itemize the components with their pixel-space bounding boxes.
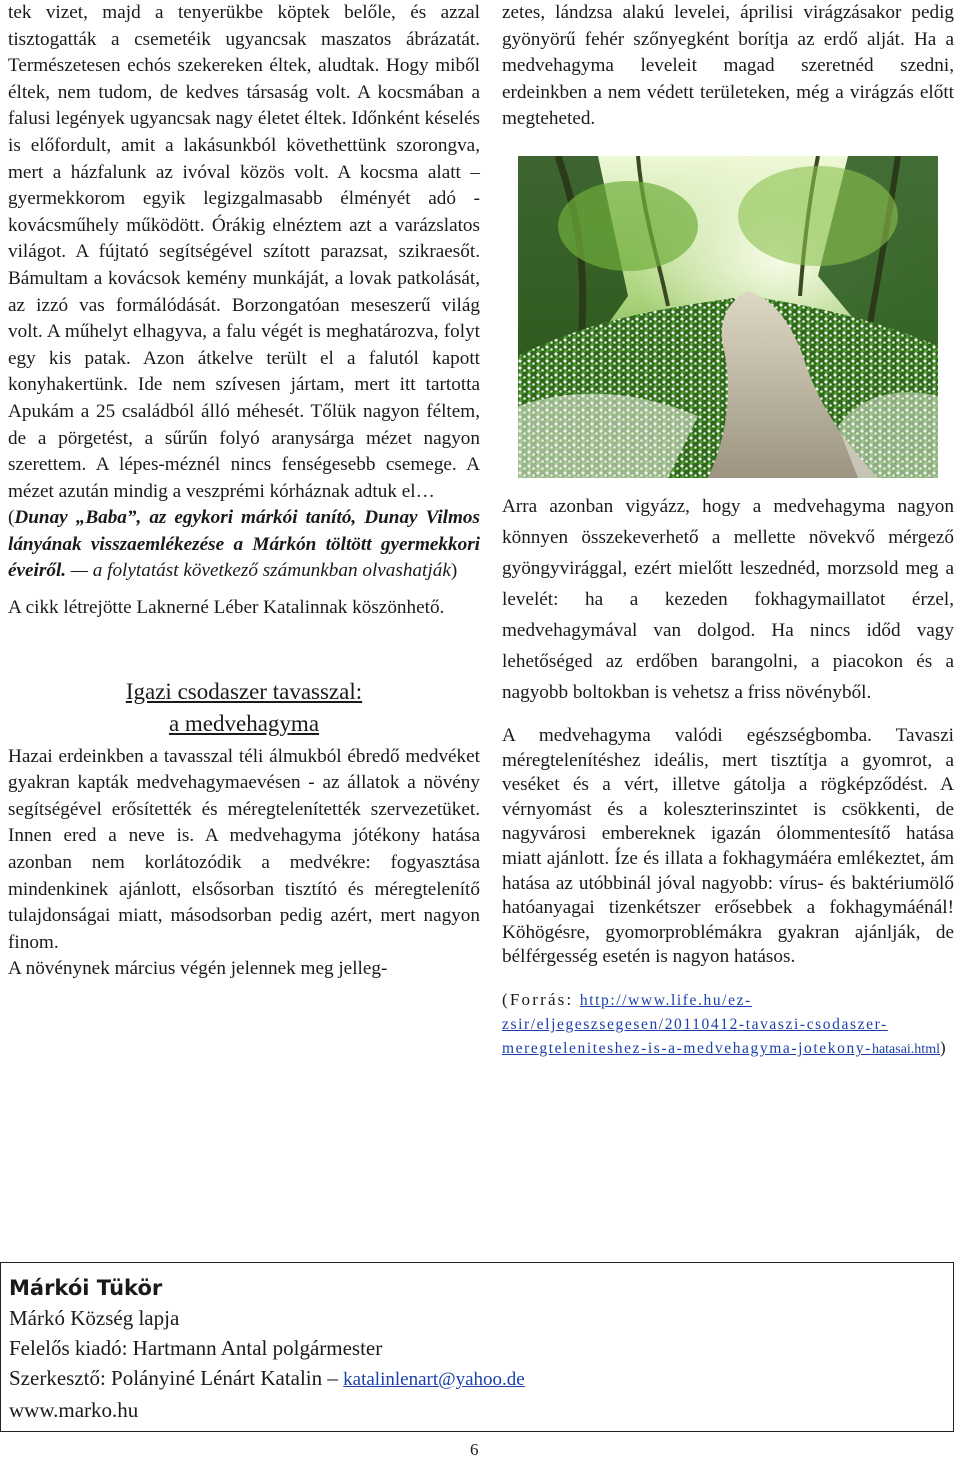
citation-close: ) [450, 560, 458, 582]
left-column [8, 0, 480, 983]
spacer [502, 970, 954, 988]
memoir-paragraph: tek vizet, majd a tenyerükbe köptek belőle, és azzal tisztogatták a csemetéik ugyancsak maszatos ábrázatát. Természetesen echós szekereken éltek, aludtak. Hogy miből éltek, nem tudom, de kedves társaság volt. A kocsmában a falusi legények ugyancsak nagy életet éltek. Időnként késelés is előfordult, amit a lakásunkból követhettünk szorongva, mert a házfalunk az ivóval közös volt. A kocsma alatt – gyermekkorom egyik legizgalmasabb élményét adó - kovácsműhely működött. Órákig elnéztem azt a varázslatos világot. A fújtató segítségével szított parazsat, szikraesőt. Bámultam a kovácsok kemény munkáját, a lovak patkolását, az izzó vas formálódását. Borzongatóan meseszerű világ volt. A műhelyt elhagyva, a falu végét is meghatározva, folyt egy kis patak. Azon átkelve terült el a falutól kapott konyhakertünk. Ide nem szívesen jártam, mert itt tartotta Apukám a 25 családból álló méhesét. Tőlük nagyon féltem, de a pörgetést, a sűrűn folyó aranysárga mézet nagyon szerettem. A lépes-méznél nincs fenségesebb csemege. A mézet azután mindig a veszprémi kórháznak adtuk el… [8, 2, 480, 502]
source-close: ) [939, 1037, 948, 1057]
website-line: www.marko.hu [9, 1398, 139, 1422]
spacer [502, 708, 954, 724]
editor-email-link[interactable]: katalinlenart@yahoo.de [343, 1369, 525, 1390]
article-paragraph: Hazai erdeinkben a tavasszal téli álmukból ébredő medvéket gyakran kapták medvehagymaevésen - az állatok a növény segítségével erősítették és méregtelenítették szervezetüket. Innen ered a neve is. A medvehagyma jótékony hatása azonban nem korlátozódik a medvékre: fogyasztása mindenkinek ajánlott, elsősorban tisztító és méregtelenítő tulajdonságai miatt, másodsorban pedig azért, mert nagyon finom. [8, 745, 480, 953]
warning-paragraph: Arra azonban vigyázz, hogy a medvehagyma nagyon könnyen összekeverhető a mellette növekvő mérgező gyöngyvirággal, ezért mielőtt leszednéd, morzsold meg a levelét: ha a kezeden fokhagymaillatot érzel, medvehagymával van dolgod. Ha nincs időd vagy lehetőséged az erdőben barangolni, a piacokon és a nagyobb boltokban is vehetsz a friss növényből. [502, 495, 954, 703]
page-number: 6 [470, 1440, 479, 1459]
citation-author: Dunay „Baba”, az egykori márkói tanító, Dunay Vilmos lányának visszaemlékezése a Márkón töltött gyermekkori éveiről. [8, 507, 480, 582]
citation-continuation-note: — a folytatást következő számunkban olvashatják [66, 560, 451, 582]
publication-subtitle: Márkó Község lapja [9, 1306, 180, 1330]
article-title-line-2: a medvehagyma [168, 710, 320, 736]
publisher-line: Felelős kiadó: Hartmann Antal polgármester [9, 1336, 383, 1360]
editor-name: Szerkesztő: Polányiné Lénárt Katalin – [9, 1366, 338, 1390]
source-label: (Forrás: [502, 989, 580, 1009]
spacer [8, 585, 480, 595]
article-title-line-1: Igazi csodaszer tavasszal: [125, 678, 363, 704]
source-link[interactable]: http://www.life.hu/ez-zsir/eljegeszsegesen/20110412-tavaszi-csodaszer-meregteleniteshez-is-a-medvehagyma-jotekony- [502, 991, 888, 1057]
article-title [8, 676, 480, 740]
editor-line [9, 1363, 945, 1395]
article-continuation: A növénynek március végén jelennek meg jelleg- [8, 958, 388, 980]
source-citation [502, 988, 954, 1061]
credit-line: A cikk létrejötte Laknerné Léber Katalinnak köszönhető. [8, 597, 445, 619]
forest-path-wild-garlic-photo [518, 156, 938, 478]
masthead: Márkói Tükör [9, 1276, 163, 1300]
forest-path-photo [518, 156, 938, 478]
impressum-box [0, 1262, 954, 1432]
citation-open: ( [8, 507, 15, 529]
intro-paragraph: zetes, lándzsa alakú levelei, áprilisi virágzásakor pedig gyönyörű fehér szőnyegként borítja az erdő alját. Ha a medvehagyma leveleit magad szeretnéd szedni, erdeinkben a nem védett területeken, még a virágzás előtt megteheted. [502, 2, 954, 130]
health-paragraph: A medvehagyma valódi egészségbomba. Tavaszi méregtelenítéshez ideális, mert tisztítja a gyomrot, a veséket és a vért, illetve gátolja a rögképződést. A vérnyomást és a koleszterinszintet is csökkenti, de nagyvárosi embereknek igazán ólommentesítő hatása miatt ajánlott. Íze és illata a fokhagymáéra emlékeztet, ám hatása az utóbbinál jóval nagyobb: vírus- és baktériumölő hatóanyagai tizenkétszer erősebbek a fokhagymáénál! Köhögésre, gyomorproblémákra gyakran ajánlják, de bélférgesség esetén is nagyon hatásos. [502, 724, 954, 968]
memoir-citation [8, 505, 480, 585]
source-link-tail[interactable]: hatasai.html [871, 1041, 940, 1057]
